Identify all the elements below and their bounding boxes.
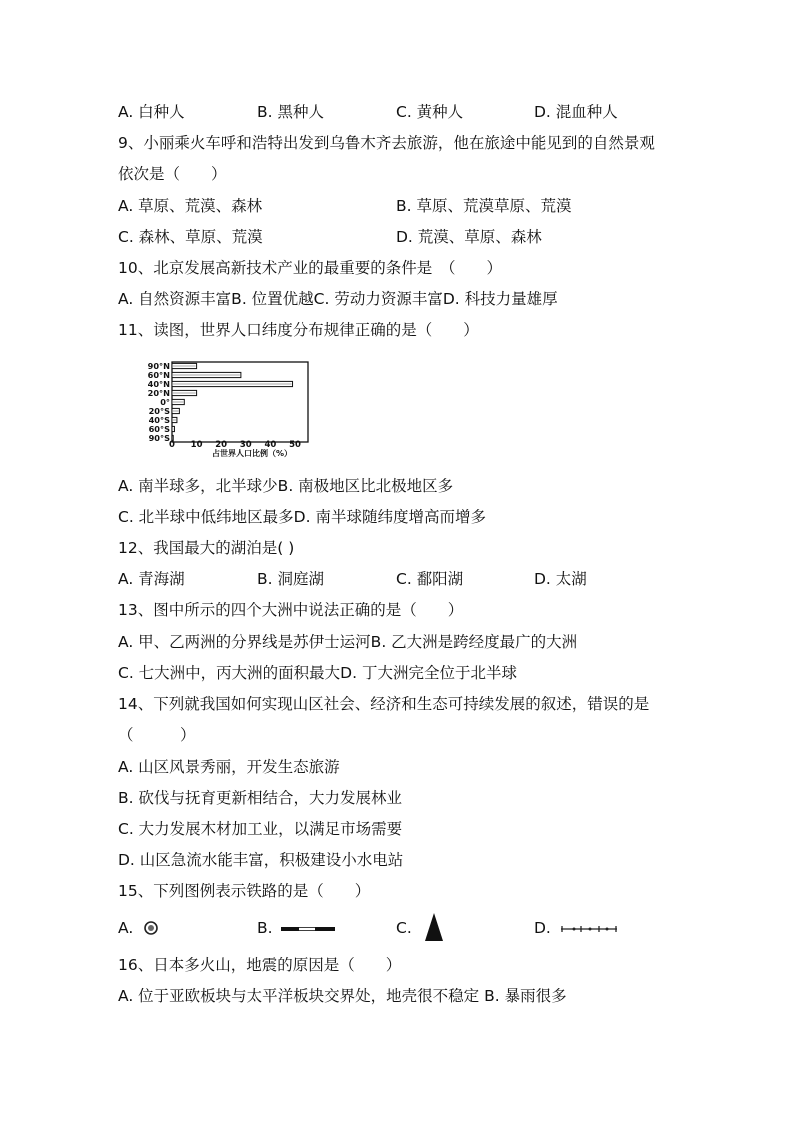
q16-options: A. 位于亚欧板块与太平洋板块交界处，地壳很不稳定 B. 暴雨很多 [118, 987, 567, 1005]
q15-option-b: B. [257, 919, 273, 937]
chart-y-tick-label: 90°S [148, 433, 170, 443]
mountain-peak-symbol-icon [424, 912, 444, 942]
q11-stem: 11、读图，世界人口纬度分布规律正确的是（ ） [118, 321, 479, 339]
q15-option-d: D. [534, 919, 551, 937]
capital-city-symbol-icon [143, 920, 159, 936]
boundary-line-symbol-icon [560, 925, 618, 933]
q14-option-b: B. 砍伐与抚育更新相结合，大力发展林业 [118, 789, 402, 807]
q9-stem-line2: 依次是（ ） [118, 165, 227, 183]
chart-y-tick-label: 60°S [148, 424, 170, 434]
q9-stem-line1: 9、小丽乘火车呼和浩特出发到乌鲁木齐去旅游，他在旅途中能见到的自然景观 [118, 134, 655, 152]
chart-y-tick-label: 60°N [147, 370, 170, 380]
q14-option-a: A. 山区风景秀丽，开发生态旅游 [118, 758, 340, 776]
q14-option-d: D. 山区急流水能丰富，积极建设小水电站 [118, 851, 404, 869]
q15-stem: 15、下列图例表示铁路的是（ ） [118, 882, 371, 900]
q15-option-a: A. [118, 919, 134, 937]
q13-stem: 13、图中所示的四个大洲中说法正确的是（ ） [118, 601, 464, 619]
q12-option-c: C. 鄱阳湖 [396, 570, 464, 588]
chart-x-axis-title: 占世界人口比例（%） [211, 449, 293, 458]
q9-option-a: A. 草原、荒漠、森林 [118, 197, 263, 215]
chart-y-tick-label: 0° [160, 397, 170, 407]
q9-option-d: D. 荒漠、草原、森林 [396, 228, 542, 246]
q11-options-cd: C. 北半球中低纬地区最多D. 南半球随纬度增高而增多 [118, 508, 486, 526]
q9-option-b: B. 草原、荒漠草原、荒漠 [396, 197, 572, 215]
q12-options [118, 567, 678, 591]
q16-stem: 16、日本多火山，地震的原因是（ ） [118, 956, 402, 974]
q13-options-cd: C. 七大洲中，丙大洲的面积最大D. 丁大洲完全位于北半球 [118, 664, 517, 682]
q9-options-ab [118, 194, 678, 218]
chart-y-tick-label: 20°S [148, 406, 170, 416]
q8-option-c: C. 黄种人 [396, 103, 464, 121]
q8-option-d: D. 混血种人 [534, 103, 618, 121]
chart-y-tick-label: 20°N [147, 388, 170, 398]
chart-x-tick-label: 50 [289, 440, 301, 450]
population-latitude-chart [126, 360, 366, 460]
q10-options: A. 自然资源丰富B. 位置优越C. 劳动力资源丰富D. 科技力量雄厚 [118, 290, 558, 308]
q11-options-ab: A. 南半球多，北半球少B. 南极地区比北极地区多 [118, 477, 454, 495]
chart-x-tick-label: 40 [264, 440, 277, 450]
chart-y-tick-label: 40°N [147, 379, 170, 389]
q12-option-a: A. 青海湖 [118, 570, 185, 588]
railway-symbol-icon [281, 924, 335, 934]
q12-option-d: D. 太湖 [534, 570, 587, 588]
q8-option-b: B. 黑种人 [257, 103, 324, 121]
chart-x-tick-label: 30 [239, 440, 252, 450]
chart-x-tick-label: 10 [190, 440, 203, 450]
q10-stem: 10、北京发展高新技术产业的最重要的条件是 （ ） [118, 259, 502, 277]
chart-x-tick-label: 20 [215, 440, 228, 450]
chart-y-tick-label: 40°S [148, 415, 170, 425]
q15-options [118, 916, 678, 942]
q8-option-a: A. 白种人 [118, 103, 185, 121]
q12-option-b: B. 洞庭湖 [257, 570, 324, 588]
q15-option-c: C. [396, 919, 412, 937]
q9-options-cd [118, 225, 678, 249]
chart-y-tick-label: 90°N [147, 361, 170, 371]
q14-stem-line1: 14、下列就我国如何实现山区社会、经济和生态可持续发展的叙述，错误的是 [118, 695, 650, 713]
q14-option-c: C. 大力发展木材加工业，以满足市场需要 [118, 820, 403, 838]
q13-options-ab: A. 甲、乙两洲的分界线是苏伊士运河B. 乙大洲是跨经度最广的大洲 [118, 633, 578, 651]
chart-x-tick-label: 0 [169, 440, 175, 450]
q9-option-c: C. 森林、草原、荒漠 [118, 228, 263, 246]
q14-stem-line2: （ ） [118, 726, 196, 744]
q12-stem: 12、我国最大的湖泊是( ) [118, 539, 295, 557]
q8-options [118, 100, 678, 124]
